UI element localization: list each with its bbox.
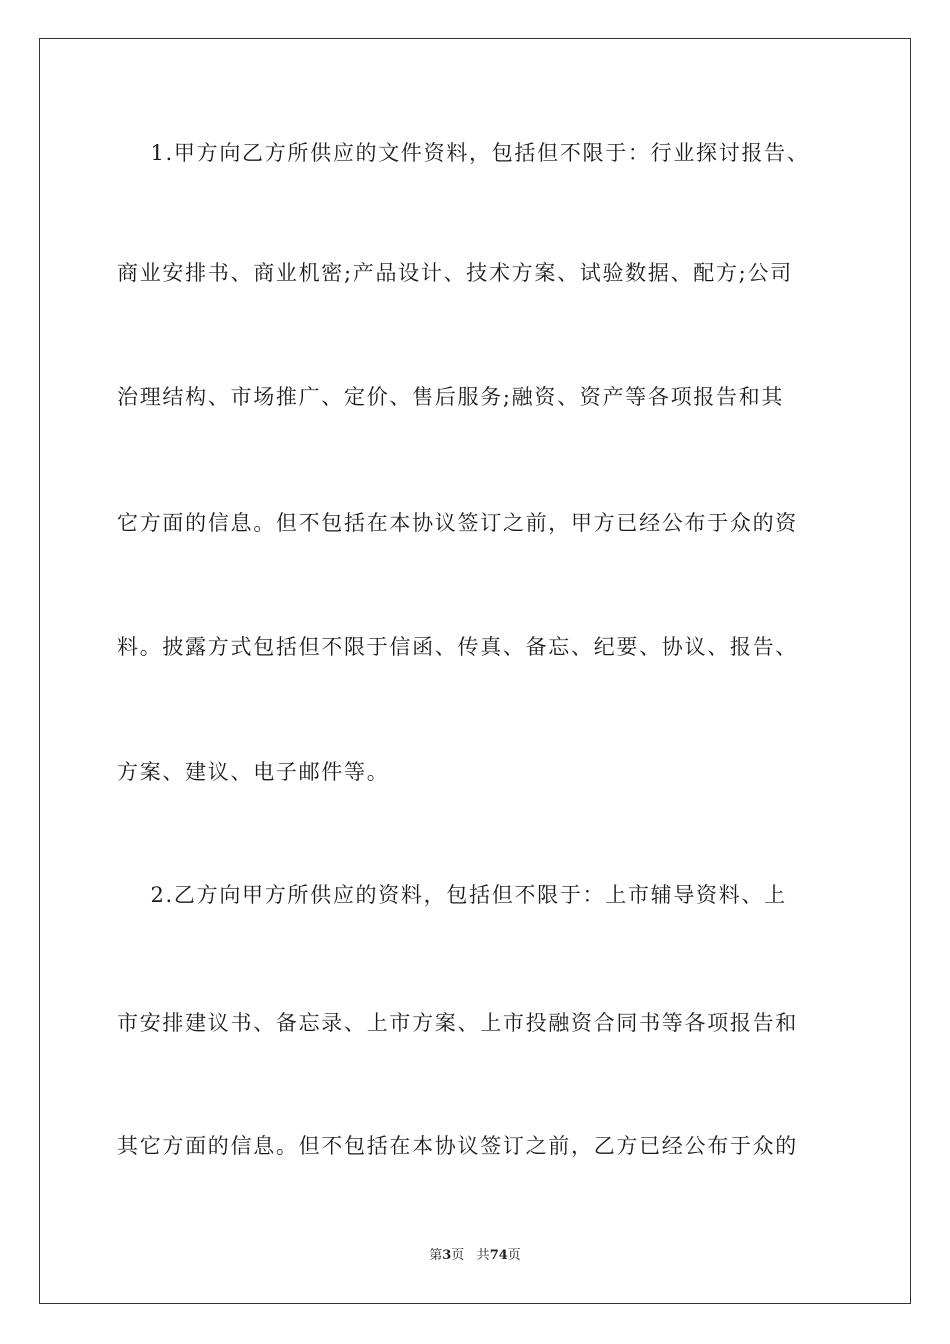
footer-page-prefix: 第 — [429, 1248, 443, 1263]
paragraph-line: 它方面的信息。但不包括在本协议签订之前，甲方已经公布于众的资 — [117, 511, 798, 535]
footer-page-suffix: 页 — [451, 1248, 465, 1263]
footer-total-prefix: 共 — [476, 1248, 490, 1263]
paragraph-line: 1.甲方向乙方所供应的文件资料，包括但不限于：行业探讨报告、 — [117, 141, 810, 165]
paragraph-line: 2.乙方向甲方所供应的资料，包括但不限于：上市辅导资料、上 — [117, 883, 787, 907]
paragraph-line: 市安排建议书、备忘录、上市方案、上市投融资合同书等各项报告和 — [117, 1011, 798, 1035]
paragraph-line: 治理结构、市场推广、定价、售后服务;融资、资产等各项报告和其 — [117, 385, 785, 409]
paragraph-line: 商业安排书、商业机密;产品设计、技术方案、试验数据、配方;公司 — [117, 261, 793, 285]
footer-page-number: 3 — [442, 1248, 452, 1263]
paragraph-line: 其它方面的信息。但不包括在本协议签订之前，乙方已经公布于众的 — [117, 1134, 798, 1158]
page-border — [39, 38, 911, 1304]
footer-total-pages: 74 — [489, 1248, 508, 1263]
paragraph-line: 料。披露方式包括但不限于信函、传真、备忘、纪要、协议、报告、 — [117, 635, 798, 659]
footer-total-suffix: 页 — [507, 1248, 521, 1263]
page-footer — [0, 1247, 950, 1265]
paragraph-line: 方案、建议、电子邮件等。 — [117, 760, 390, 784]
